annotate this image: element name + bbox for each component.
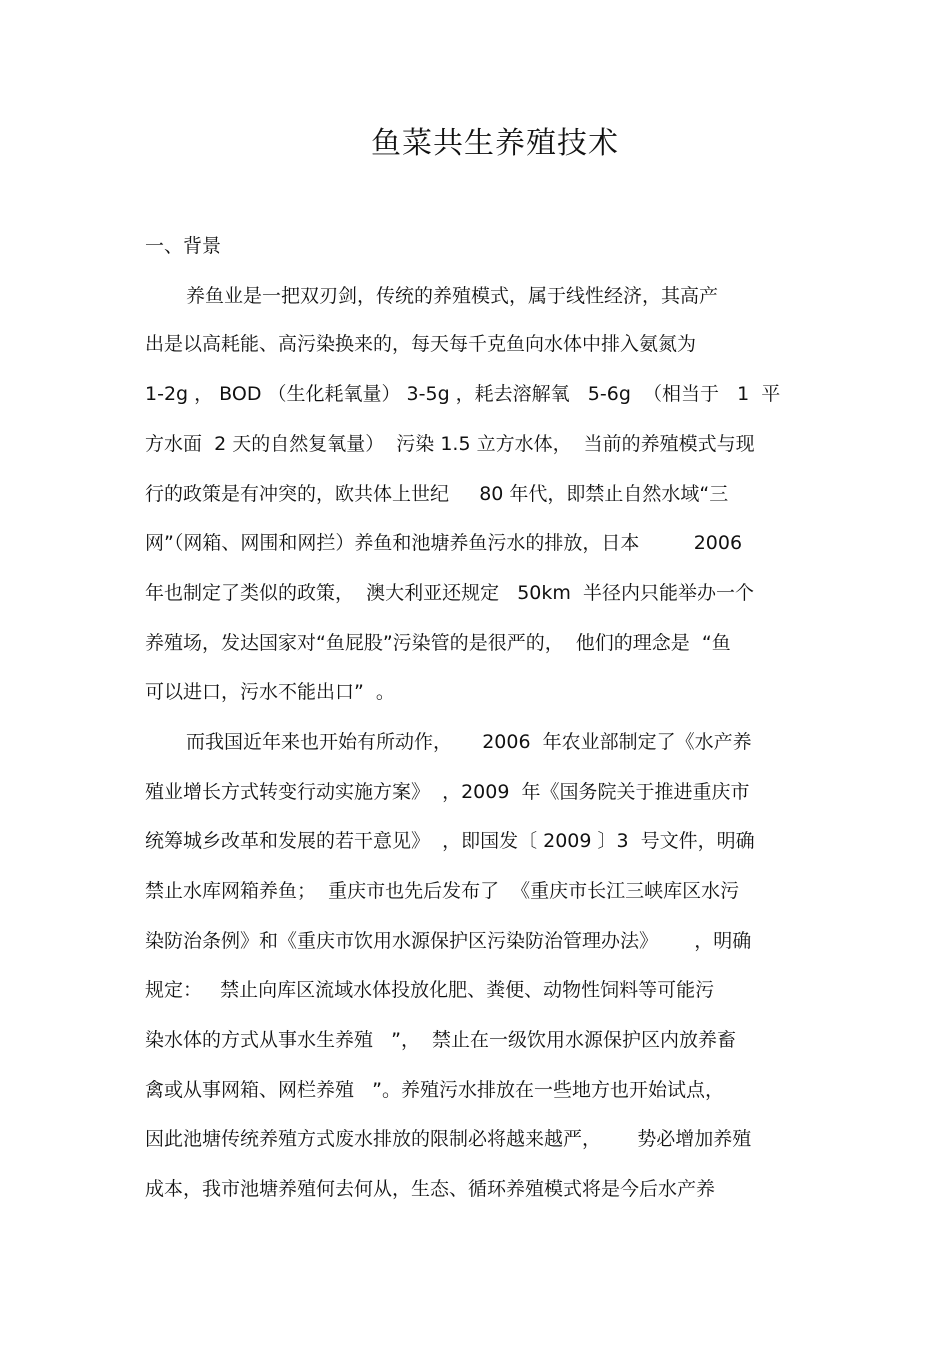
- text-line: 殖业增长方式转变行动实施方案》 ，2009 年《国务院关于推进重庆市: [145, 781, 750, 803]
- text-line: 而我国近年来也开始有所动作， 2006 年农业部制定了《水产养: [186, 731, 752, 753]
- text-line: 方水面 2 天的自然复氧量） 污染 1.5 立方水体， 当前的养殖模式与现: [145, 433, 755, 455]
- text-line: 规定： 禁止向库区流域水体投放化肥、粪便、动物性饲料等可能污: [145, 979, 715, 1001]
- text-line: 染防治条例》和《重庆市饮用水源保护区污染防治管理办法》 ，明确: [145, 930, 752, 952]
- document-title: 鱼菜共生养殖技术: [371, 126, 619, 161]
- text-line: 因此池塘传统养殖方式废水排放的限制必将越来越严， 势必增加养殖: [145, 1128, 752, 1150]
- text-line: 禁止水库网箱养鱼； 重庆市也先后发布了 《重庆市长江三峡库区水污: [145, 880, 740, 902]
- text-line: 出是以高耗能、高污染换来的，每天每千克鱼向水体中排入氨氮为: [145, 333, 697, 355]
- text-line: 染水体的方式从事水生养殖 ”， 禁止在一级饮用水源保护区内放养畜: [145, 1029, 737, 1051]
- text-line: 成本，我市池塘养殖何去何从，生态、循环养殖模式将是今后水产养: [145, 1178, 716, 1200]
- text-line: 统筹城乡改革和发展的若干意见》 ，即国发〔 2009 〕3 号文件，明确: [145, 830, 755, 852]
- text-line: 可以进口，污水不能出口” 。: [145, 681, 395, 703]
- text-line: 禽或从事网箱、网栏养殖 ”。养殖污水排放在一些地方也开始试点，: [145, 1079, 724, 1101]
- text-line: 网”（网箱、网围和网拦）养鱼和池塘养鱼污水的排放，日本 2006: [145, 532, 743, 554]
- text-line: 行的政策是有冲突的，欧共体上世纪 80 年代，即禁止自然水域“三: [145, 483, 729, 505]
- section-heading: 一、背景: [145, 235, 222, 257]
- text-line: 养鱼业是一把双刃剑，传统的养殖模式，属于线性经济，其高产: [186, 285, 719, 307]
- text-line: 1-2g ， BOD （生化耗氧量） 3-5g ，耗去溶解氧 5-6g （相当于 1 平: [145, 383, 781, 405]
- text-line: 年也制定了类似的政策， 澳大利亚还规定 50km 半径内只能举办一个: [145, 582, 754, 604]
- text-line: 养殖场，发达国家对“鱼屁股”污染管的是很严的， 他们的理念是 “鱼: [145, 632, 731, 654]
